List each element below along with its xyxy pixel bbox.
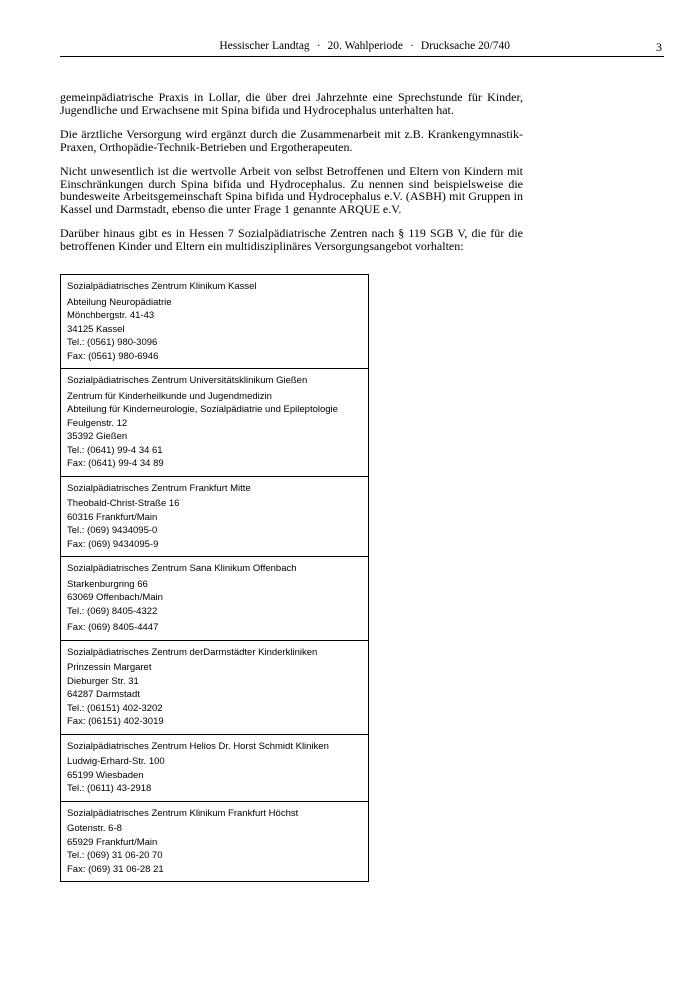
center-entry-offenbach: [61, 557, 368, 641]
center-phone: Tel.: (0641) 99-4 34 61: [67, 444, 163, 456]
center-entry-wiesbaden: [61, 735, 368, 802]
center-name: Sozialpädiatrisches Zentrum Helios Dr. Horst Schmidt Kliniken: [67, 740, 329, 752]
center-fax: Fax: (0641) 99-4 34 89: [67, 458, 164, 469]
center-address: Dieburger Str. 31: [67, 675, 139, 687]
header-document-number: Drucksache 20/740: [420, 40, 510, 52]
paragraph-1: gemeinpädiatrische Praxis in Lollar, die über drei Jahrzehnte eine Sprechstunde für Kinder, Jugendliche und Erwachsene mit Spina bifida und Hydrocephalus unterhalten hat.: [60, 90, 523, 117]
center-city: 60316 Frankfurt/Main: [67, 511, 158, 523]
center-city: 63069 Offenbach/Main: [67, 592, 163, 603]
center-phone: Tel.: (069) 9434095-0: [67, 525, 158, 536]
center-address: Gotenstr. 6-8: [67, 823, 122, 834]
center-line: Prinzessin Margaret: [67, 662, 152, 673]
center-city: 34125 Kassel: [67, 323, 125, 335]
center-address: Starkenburgring 66: [67, 578, 148, 590]
center-entry-kassel: [61, 275, 368, 369]
paragraph-4: Darüber hinaus gibt es in Hessen 7 Sozialpädiatrische Zentren nach § 119 SGB V, die für die betroffenen Kinder und Eltern ein multidisziplinäres Versorgungsangebot vorhalten:: [60, 226, 523, 253]
center-fax: Fax: (06151) 402-3019: [67, 716, 164, 727]
center-city: 65929 Frankfurt/Main: [67, 836, 158, 848]
center-address: Mönchbergstr. 41-43: [67, 310, 155, 321]
center-phone: Tel.: (069) 31 06-20 70: [67, 850, 163, 861]
center-city: 64287 Darmstadt: [67, 689, 140, 700]
center-name: Sozialpädiatrisches Zentrum Sana Klinikum Offenbach: [67, 563, 297, 574]
header-period: 20. Wahlperiode: [327, 40, 404, 52]
centers-table: [60, 274, 369, 882]
header-parliament: Hessischer Landtag: [219, 40, 310, 52]
center-name: Sozialpädiatrisches Zentrum Universitätsklinikum Gießen: [67, 375, 308, 386]
center-line: Zentrum für Kinderheilkunde und Jugendmedizin: [67, 390, 272, 402]
center-city: 65199 Wiesbaden: [67, 769, 144, 781]
center-fax: Fax: (069) 31 06-28 21: [67, 863, 164, 875]
center-name: Sozialpädiatrisches Zentrum Klinikum Kassel: [67, 281, 257, 292]
center-line: Abteilung für Kinderneurologie, Sozialpädiatrie und Epileptologie: [67, 404, 338, 415]
center-phone: Tel.: (069) 8405-4322: [67, 605, 158, 617]
center-address: Ludwig-Erhard-Str. 100: [67, 756, 165, 767]
center-address: Theobald-Christ-Straße 16: [67, 498, 180, 509]
center-phone: Tel.: (0561) 980-3096: [67, 337, 158, 348]
paragraph-3: Nicht unwesentlich ist die wertvolle Arbeit von selbst Betroffenen und Eltern von Kindern mit Einschränkungen durch Spina bifida und Hydrocephalus. Zu nennen sind beispielsweise die bundesweite Arbeitsgemeinschaft Spina bifida und Hydrocephalus e.V. (ASBH) mit Gruppen in Kassel und Darmstadt, ebenso die unter Frage 1 genannte ARQUE e.V.: [60, 164, 523, 216]
center-fax: Fax: (069) 9434095-9: [67, 538, 159, 550]
center-name: Sozialpädiatrisches Zentrum Frankfurt Mitte: [67, 482, 251, 494]
center-entry-darmstadt: [61, 641, 368, 735]
center-phone: Tel.: (06151) 402-3202: [67, 702, 163, 714]
page-number: 3: [656, 40, 662, 54]
center-name: Sozialpädiatrisches Zentrum derDarmstädter Kinderkliniken: [67, 646, 318, 658]
running-header: [219, 40, 510, 52]
paragraph-2: Die ärztliche Versorgung wird ergänzt durch die Zusammenarbeit mit z.B. Krankengymnastik-Praxen, Orthopädie-Technik-Betrieben und Ergotherapeuten.: [60, 127, 523, 154]
center-fax: Fax: (069) 8405-4447: [67, 622, 159, 633]
center-fax: Fax: (0561) 980-6946: [67, 350, 159, 362]
header-rule: [60, 56, 664, 57]
center-address: Feulgenstr. 12: [67, 417, 128, 429]
center-name: Sozialpädiatrisches Zentrum Klinikum Frankfurt Höchst: [67, 807, 299, 819]
center-entry-frankfurt-hoechst: [61, 802, 368, 882]
center-entry-frankfurt-mitte: [61, 477, 368, 558]
center-phone: Tel.: (0611) 43-2918: [67, 783, 152, 794]
header-separator: ·: [316, 40, 321, 52]
header-separator: ·: [410, 40, 414, 52]
center-entry-giessen: [61, 369, 368, 477]
center-line: Abteilung Neuropädiatrie: [67, 296, 172, 308]
center-city: 35392 Gießen: [67, 431, 128, 442]
